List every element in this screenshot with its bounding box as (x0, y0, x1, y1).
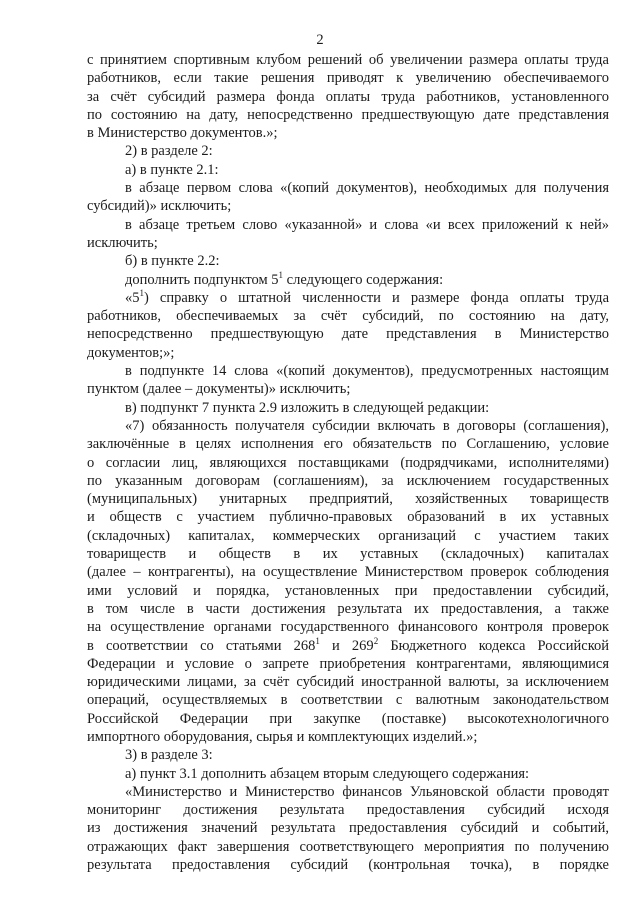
text-line (87, 637, 609, 655)
text-line (87, 179, 609, 197)
text-run: отражающих факт завершения соответствующего мероприятия по получению (87, 838, 609, 855)
text-line (87, 142, 609, 160)
text-run: документов;»; (87, 344, 175, 361)
text-run: в том числе в части достижения результата их предоставления, а также (87, 600, 609, 617)
superscript: 1 (278, 270, 284, 280)
superscript: 2 (373, 636, 379, 646)
superscript: 1 (139, 288, 144, 298)
text-line (87, 289, 609, 307)
text-line (87, 106, 609, 124)
text-run: и обществ с участием публично-правовых образований в их уставных (87, 509, 609, 526)
text-line (87, 362, 609, 380)
text-line (87, 161, 609, 179)
text-run: на осуществление органами государственного финансового контроля проверок (87, 619, 609, 636)
text-run: субсидий)» исключить; (87, 198, 232, 215)
text-run: «5 (125, 289, 140, 306)
text-run: пунктом (далее – документы)» исключить; (87, 381, 351, 398)
text-line (87, 490, 609, 508)
text-line (87, 435, 609, 453)
text-run: 3) в разделе 3: (125, 747, 213, 764)
text-run: в подпункте 14 слова «(копий документов), предусмотренных настоящим (125, 363, 609, 380)
text-line (87, 454, 609, 472)
text-run: Бюджетного кодекса Российской (378, 637, 609, 654)
text-run: из достижения значений результата предоставления субсидий и событий, (87, 820, 609, 837)
superscript: 1 (315, 636, 320, 646)
text-line (87, 582, 609, 600)
text-run: а) в пункте 2.1: (125, 161, 219, 178)
text-line (87, 856, 609, 874)
text-line (87, 234, 609, 252)
text-line (87, 710, 609, 728)
text-run: ими условий и порядка, установленных при предоставлении субсидий, (87, 582, 609, 599)
text-line (87, 801, 609, 819)
text-run: по указанным договорам (соглашениям), за исключением государственных (87, 472, 609, 489)
text-run: результата предоставления субсидий (контрольная точка), в порядке (87, 857, 609, 874)
text-line (87, 307, 609, 325)
text-run: Российской Федерации при закупке (поставке) высокотехнологичного (87, 710, 609, 727)
text-run: в абзаце первом слова «(копий документов), необходимых для получения (125, 180, 609, 197)
text-run: с принятием спортивным клубом решений об увеличении размера оплаты труда (87, 52, 609, 68)
text-line (87, 472, 609, 490)
text-line (87, 563, 609, 581)
text-run: дополнить подпунктом 5 (125, 271, 279, 288)
text-line (87, 728, 609, 746)
text-line (87, 783, 609, 801)
text-run: в Министерство документов.»; (87, 125, 278, 142)
text-line (87, 838, 609, 856)
text-line (87, 673, 609, 691)
text-run: исключить; (87, 234, 158, 251)
text-run: операций, осуществляемых в соответствии с валютным законодательством (87, 692, 609, 709)
text-run: в абзаце третьем слово «указанной» и слова «и всех приложений к ней» (125, 216, 609, 233)
text-line (87, 197, 609, 215)
text-line (87, 417, 609, 435)
text-run: 2) в разделе 2: (125, 143, 213, 160)
text-run: работников, обеспечиваемых за счёт субсидий, по состоянию на дату, (87, 308, 609, 325)
text-line (87, 655, 609, 673)
text-line (87, 618, 609, 636)
text-line (87, 746, 609, 764)
text-run: «7) обязанность получателя субсидии включать в договоры (соглашения), (125, 417, 609, 434)
text-line (87, 380, 609, 398)
text-run: юридическими лицами, за счёт субсидий иностранной валюты, за исключением (87, 674, 609, 691)
text-line (87, 325, 609, 343)
text-line (87, 252, 609, 270)
text-run: (складочных) капиталах, коммерческих организаций с участием таких (87, 527, 609, 544)
text-run: следующего содержания: (283, 271, 444, 288)
text-run: и 269 (319, 637, 374, 654)
page-number: 2 (316, 32, 324, 48)
text-run: за счёт субсидий размера фонда оплаты труда работников, установленного (87, 88, 609, 105)
text-line (87, 765, 609, 783)
text-line (87, 51, 609, 69)
document-body (87, 51, 609, 874)
text-line (87, 545, 609, 563)
text-run: «Министерство и Министерство финансов Ульяновской области проводят (125, 783, 609, 800)
text-run: мониторинг достижения результата предоставления субсидий исходя (87, 802, 609, 819)
text-line (87, 69, 609, 87)
text-run: товариществ и обществ в их уставных (складочных) капиталах (87, 546, 609, 563)
text-run: (муниципальных) унитарных предприятий, хозяйственных товариществ (87, 491, 609, 508)
text-run: по состоянию на дату, непосредственно предшествующую дате представления (87, 106, 609, 123)
text-line (87, 600, 609, 618)
text-line (87, 527, 609, 545)
text-run: (далее – контрагенты), на осуществление Министерством проверок соблюдения (87, 564, 609, 581)
text-line (87, 399, 609, 417)
text-run: непосредственно предшествующую дате представления в Министерство (87, 326, 609, 343)
text-run: заключённые в целях исполнения его обязательств по Соглашению, условие (87, 436, 609, 453)
text-run: а) пункт 3.1 дополнить абзацем вторым следующего содержания: (125, 765, 530, 782)
text-line (87, 216, 609, 234)
text-run: Федерации и условие о запрете приобретения контрагентами, являющимися (87, 655, 609, 672)
text-run: б) в пункте 2.2: (125, 253, 220, 270)
text-line (87, 271, 609, 289)
text-run: ) справку о штатной численности и размере фонда оплаты труда (144, 289, 609, 306)
text-line (87, 88, 609, 106)
text-line (87, 691, 609, 709)
text-line (87, 124, 609, 142)
text-run: в) подпункт 7 пункта 2.9 изложить в следующей редакции: (125, 399, 490, 416)
text-run: работников, если такие решения приводят к увеличению обеспечиваемого (87, 70, 609, 87)
text-run: в соответствии со статьями 268 (87, 637, 316, 654)
text-line (87, 508, 609, 526)
text-run: о согласии лиц, являющихся поставщиками (подрядчиками, исполнителями) (87, 454, 609, 471)
text-line (87, 344, 609, 362)
text-line (87, 819, 609, 837)
text-run: импортного оборудования, сырья и комплектующих изделий.»; (87, 728, 478, 745)
